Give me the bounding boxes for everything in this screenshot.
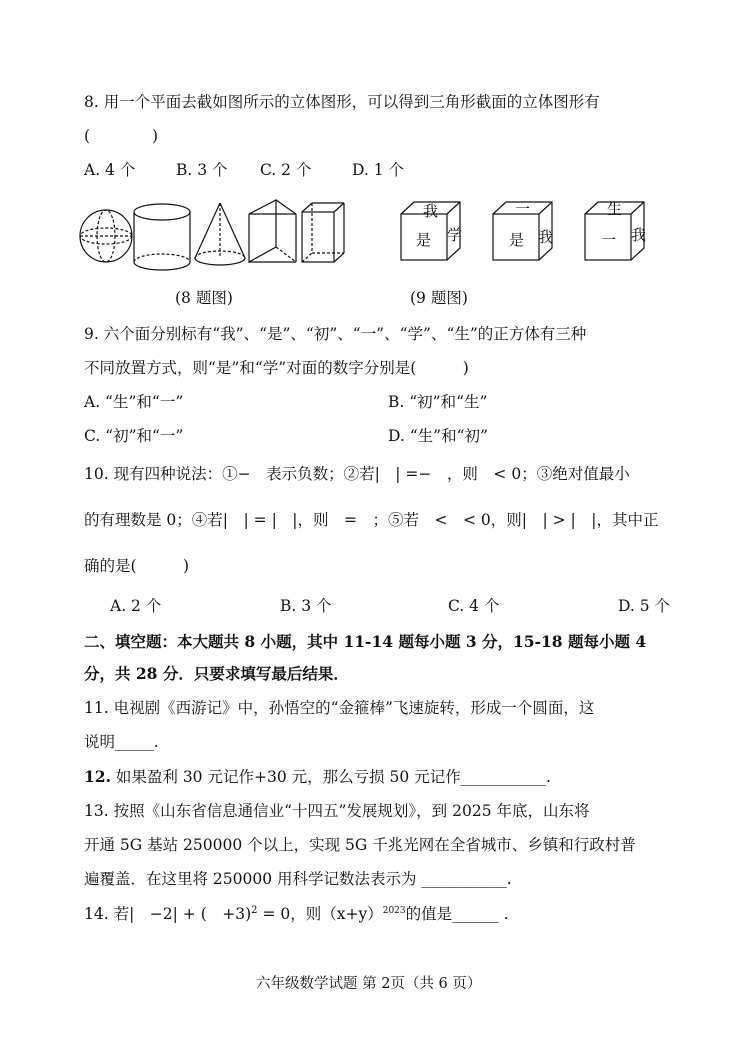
q10-option-a: A. 2 个 — [110, 597, 162, 615]
q14-mid: = 0，则（x+y） — [257, 905, 383, 923]
q8-option-c: C. 2 个 — [260, 161, 312, 179]
section2-header-line2: 分，共 28 分．只要求填写最后结果． — [84, 664, 349, 683]
q11-line1: 11. 电视剧《西游记》中，孙悟空的“金箍棒”飞速旋转，形成一个圆面，这 — [84, 699, 595, 717]
q9-option-a: A. “生”和“一” — [84, 393, 184, 411]
q9-option-b: B. “初”和“生” — [388, 393, 488, 411]
cube-2-front-label: 是 — [509, 231, 525, 249]
cube-3-top-label: 生 — [607, 200, 623, 218]
q12-line — [84, 765, 551, 787]
q11-line2: 说明_____. — [84, 733, 159, 751]
q13-line1: 13. 按照《山东省信息通信业“十四五”发展规划》，到 2025 年底，山东将 — [84, 802, 590, 820]
q10-line1: 10. 现有四种说法：①− 表示负数；②若| | =− ，则 < 0；③绝对值最小 — [84, 465, 630, 483]
q9-stem-line2: 不同放置方式，则“是”和“学”对面的数字分别是( ) — [84, 359, 469, 377]
q13-line3: 遍覆盖．在这里将 250000 用科学记数法表示为 ___________. — [84, 870, 512, 888]
cube-1-right-label: 学 — [447, 226, 463, 244]
q8-blank: ( ) — [84, 127, 159, 145]
q9-figure-caption: (9 题图) — [410, 289, 468, 307]
cube-3-front-label: 一 — [601, 231, 617, 249]
sphere-figure — [80, 210, 132, 262]
q8-option-d: D. 1 个 — [352, 161, 405, 179]
cube-2-top-label: 一 — [515, 200, 531, 218]
q14-exponent: 2023 — [382, 905, 406, 916]
q8-option-b: B. 3 个 — [176, 161, 228, 179]
q10-line2: 的有理数是 0；④若| | = | |，则 = ；⑤若 < < 0，则| | > | |，其中正 — [84, 511, 659, 529]
q12-text: 如果盈利 30 元记作+30 元，那么亏损 50 元记作___________. — [110, 768, 551, 786]
q9-option-d: D. “生”和“初” — [388, 427, 488, 445]
cube-1-top-label: 我 — [423, 202, 439, 220]
q10-option-d: D. 5 个 — [618, 597, 671, 615]
q8-figure-caption: (8 题图) — [175, 289, 233, 307]
q14-line — [84, 902, 509, 924]
prism-figure — [249, 200, 296, 262]
q10-line3: 确的是( ) — [84, 557, 190, 575]
q10-option-c: C. 4 个 — [448, 597, 500, 615]
figures — [0, 0, 752, 300]
cube-2-right-label: 我 — [538, 228, 554, 246]
q8-stem: 8. 用一个平面去截如图所示的立体图形，可以得到三角形截面的立体图形有 — [84, 93, 600, 111]
cuboid-figure — [302, 203, 344, 262]
cylinder-figure — [134, 204, 190, 270]
q14-prefix: 14. 若| −2| + ( +3) — [84, 905, 252, 923]
cube-3-right-label: 我 — [631, 226, 647, 244]
q8-option-a: A. 4 个 — [84, 161, 136, 179]
q9-option-c: C. “初”和“一” — [84, 427, 184, 445]
q10-option-b: B. 3 个 — [280, 597, 332, 615]
q9-stem-line1: 9. 六个面分别标有“我”、“是”、“初”、“一”、“学”、“生”的正方体有三种 — [84, 325, 587, 343]
q14-square: 2 — [251, 904, 258, 916]
cube-1-front-label: 是 — [416, 231, 432, 249]
q13-line2: 开通 5G 基站 250000 个以上，实现 5G 千兆光网在全省城市、乡镇和行政村普 — [84, 836, 636, 854]
q12-number: 12. — [84, 767, 111, 786]
page-footer: 六年级数学试题 第 2页（共 6 页） — [256, 976, 482, 992]
q14-suffix: 的值是______ . — [405, 905, 509, 923]
cone-figure — [195, 203, 245, 265]
section2-header-line1: 二、填空题：本大题共 8 小题，其中 11-14 题每小题 3 分，15-18 题每小题 4 — [84, 632, 647, 651]
